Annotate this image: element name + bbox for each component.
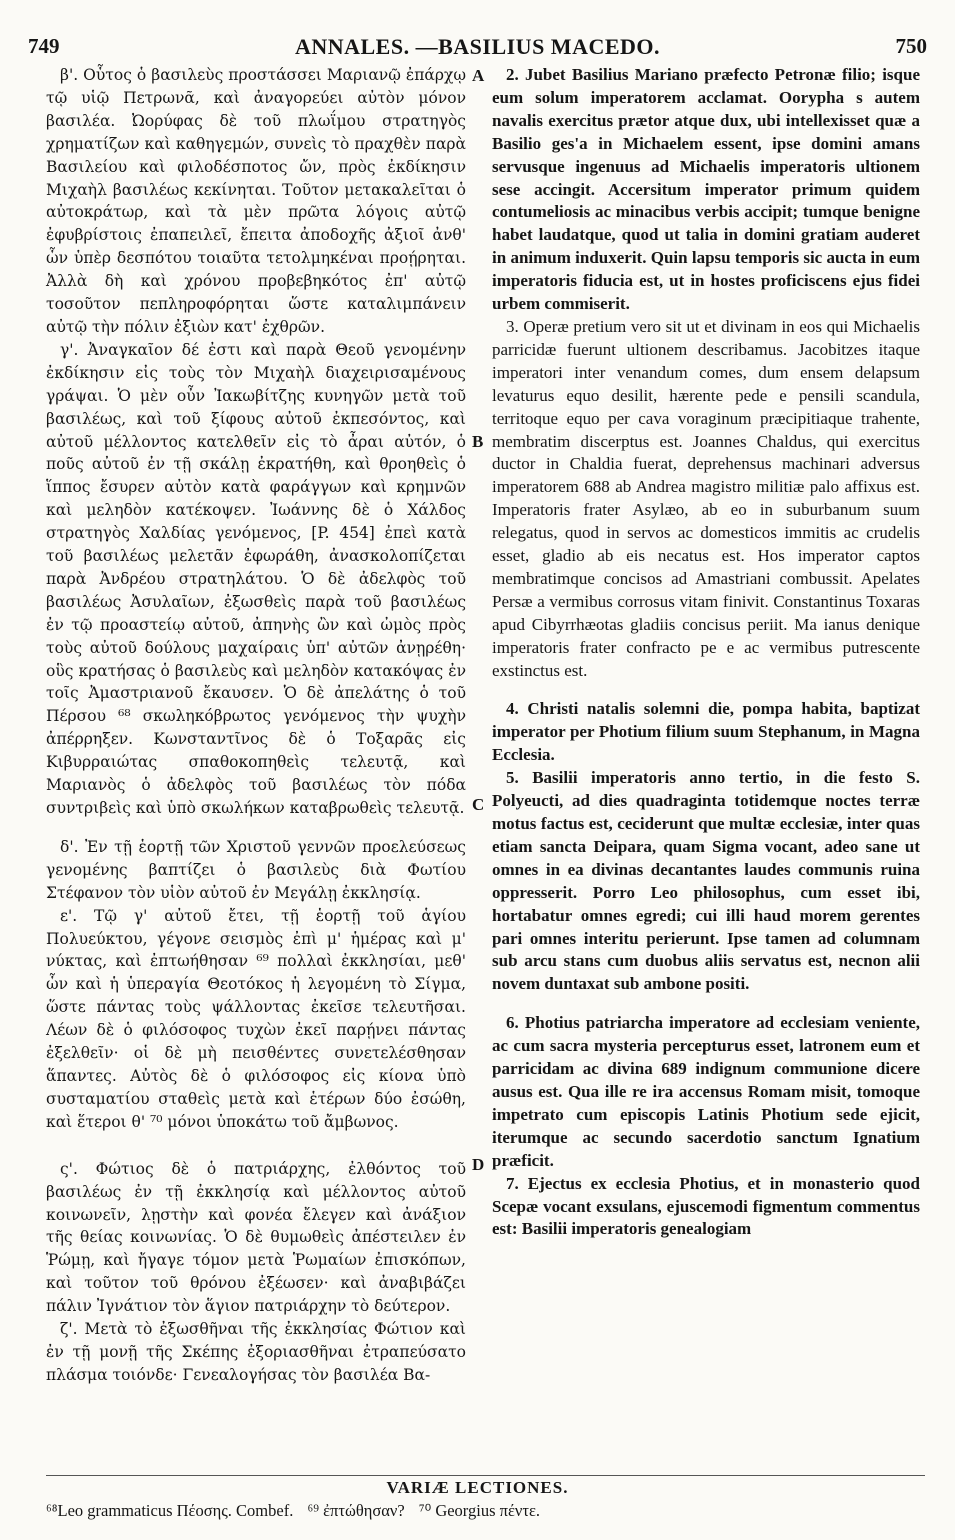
latin-paragraph: 4. Christi natalis solemni die, pompa habita, baptizat imperator per Photium filium suum Stephanum, in Magna Ecclesia.: [492, 699, 920, 765]
variae-lectiones-notes: [46, 1500, 925, 1522]
running-title: ANNALES. —BASILIUS MACEDO.: [294, 34, 661, 59]
latin-paragraph: 3. Operæ pretium vero sit ut et divinam in eos qui Michaelis parricidæ fuerunt ultionem describamus. Jacobitzes itaque imperatori inter venandum comes, dum ensem delapsum levaturus equo desilit, hærente pede e pensili scandula, territoque equo per cava voraginum præcipitiaque trahente, membratim discerptus est. Joannes Chaldus, qui exercitus ductor in Chaldia fuerat, deprehensus machinari adversus imperatorem 688 ab Andrea magistro militiæ palo affixus est. Imperatoris frater Asylæo, ab eo in suburbanum suum relegatus, quod in servos ac domesticos immitis ac crudelis esset, gladio ab eis necatus est. Hos imperator captos membratimque concisos ad Amastriani combussit. Apelates Persæ a vermibus corrosus vitam finivit. Constantinus Toxaras apud Cibyrrhæotas gladiis concisus periit. Ma ianus denique imperatoris frater confracto pe e ac vermibus putrescente exstinctus est.: [492, 316, 920, 680]
variant-note: ⁷⁰ Georgius πέντε.: [418, 1501, 541, 1520]
latin-column: [492, 64, 920, 1241]
margin-mark-d: D: [472, 1155, 485, 1174]
greek-paragraph: ς'. Φώτιος δὲ ὁ πατριάρχης, ἐλθόντος τοῦ βασιλέως ἐν τῇ ἐκκλησίᾳ καὶ μέλλοντος αὐτοῦ κοινωνεῖν, λῃστὴν καὶ φονέα ἔλεγεν καὶ ἀνάξιον τῆς θείας κοινωνίας. Ὁ δὲ θυμωθεὶς ἀπέστειλεν ἐν Ῥώμῃ, καὶ ἤγαγε τόμον μετὰ Ῥωμαίων ἐπισκόπων, καὶ τοῦτον τοῦ θρόνου ἐξέωσεν· καὶ ἀναβιβάζει πάλιν Ἰγνάτιον τὸν ἅγιον πατριάρχην τὸ δεύτερον.: [46, 1159, 466, 1316]
variant-note: ⁶⁸Leo grammaticus Πέοσης. Combef.: [46, 1501, 294, 1520]
margin-mark-b: B: [472, 432, 484, 451]
margin-mark-c: C: [472, 795, 485, 814]
greek-paragraph: ζ'. Μετὰ τὸ ἐξωσθῆναι τῆς ἐκκλησίας Φώτιον καὶ ἐν τῇ μονῇ τῆς Σκέπης ἐξοριασθῆναι ἐτραπεύσατο πλάσμα τοιόνδε· Γενεαλογήσας τὸν βασιλέα Βα-: [46, 1320, 466, 1384]
variae-lectiones-heading: VARIÆ LECTIONES.: [386, 1478, 569, 1497]
page-number-right: 750: [895, 34, 927, 58]
latin-paragraph: 7. Ejectus ex ecclesia Photius, et in monasterio quod Scepæ vocant exsulans, ejuscemodi figmentum commentus est: Basilii imperatoris genealogiam: [492, 1173, 920, 1239]
page-number-left: 749: [28, 34, 60, 58]
latin-paragraph: 5. Basilii imperatoris anno tertio, in die festo S. Polyeucti, ad dies quadraginta totidemque noctes terræ motus factus est, ceciderunt que multæ ecclesiæ, inter quas etiam sancta Deipara, quam Sigma vocant, adeo sane ut omnes in ea divinas decantantes laudes communis ruina oppresserit. Porro Leo philosophus, cum esset ibi, hortabatur omnes egredi; cui illi haud morem gerentes pari omnes interitu perierunt. Ipse tamen ad columnam sub arcu stans cum duobus aliis servatus est, necnon alii novem duntaxat sub ambone positi.: [492, 768, 920, 994]
variant-note: ⁶⁹ ἐπτώθησαν?: [307, 1501, 405, 1520]
latin-paragraph: 6. Photius patriarcha imperatore ad ecclesiam veniente, ac cum sacra mysteria percepturus esset, latronem eum et parricidam ac divina 689 indignum communione dicere ausus est. Qua ille re ira accensus Romam misit, tomoque impetrato cum episcopis Latinis Photium sede ejicit, iterumque ac secundo sacerdotio sanctum Ignatium præficit.: [492, 1013, 920, 1170]
greek-column: [46, 64, 466, 1387]
margin-mark-a: A: [472, 66, 485, 85]
footnote-rule: [46, 1475, 925, 1476]
greek-paragraph: δ'. Ἐν τῇ ἑορτῇ τῶν Χριστοῦ γεννῶν προελεύσεως γενομένης βαπτίζει ὁ βασιλεὺς διὰ Φωτίου Στέφανον τὸν υἱὸν αὐτοῦ ἐν Μεγάλῃ ἐκκλησίᾳ.: [46, 837, 466, 902]
running-header: [22, 34, 933, 60]
greek-paragraph: ε'. Τῷ γ' αὐτοῦ ἔτει, τῇ ἑορτῇ τοῦ ἁγίου Πολυεύκτου, γέγονε σεισμὸς ἐπὶ μ' ἡμέρας καὶ μ' νύκτας, καὶ ἐπτωήθησαν ⁶⁹ πολλαὶ ἐκκλησίαι, μεθ' ὧν καὶ ἡ ὑπεραγία Θεοτόκος ἡ λεγομένη τὸ Σίγμα, ὥστε πάντας τοὺς ψάλλοντας ἐκεῖσε τελευτῆσαι. Λέων δὲ ὁ φιλόσοφος τυχὼν ἐκεῖ παρῄνει πάντας ἐξελθεῖν· οἱ δὲ μὴ πεισθέντες συνετελέσθησαν ἅπαντες. Αὐτὸς δὲ ὁ φιλόσοφος εἰς κίονα ὑπὸ συσταματίου σταθεὶς μετὰ καὶ ἑτέρων δύο ἐσώθη, καὶ ἕτεροι θ' ⁷⁰ μόνοι ὑποκάτω τοῦ ἄμβωνος.: [46, 906, 466, 1131]
greek-paragraph: γ'. Ἀναγκαῖον δέ ἐστι καὶ παρὰ Θεοῦ γενομένην ἐκδίκησιν εἰς τοὺς τὸν Μιχαὴλ διαχειρισαμένους γράψαι. Ὁ μὲν οὖν Ἰακωβίτζης κυνηγῶν μετὰ τοῦ βασιλέως, καὶ τοῦ ξίφους αὐτοῦ ἐκπεσόντος, καὶ αὐτοῦ μέλλοντος κατελθεῖν εἰς τὸ ἆραι αὐτόν, ὁ ποῦς αὐτοῦ ἐν τῇ σκάλῃ ἐκρατήθη, καὶ θροηθεὶς ὁ ἵππος ἔσυρεν αὐτὸν κατὰ φαράγγων καὶ κρημνῶν καὶ μεληδὸν κατέκοψεν. Ἰωάννης δὲ ὁ Χάλδος στρατηγὸς Χαλδίας γενόμενος, [P. 454] ἐπεὶ κατὰ τοῦ βασιλέως μελετᾶν ἐφωράθη, ἀνασκολοπίζεται παρὰ Ἀνδρέου στρατηλάτου. Ὁ δὲ ἀδελφὸς τοῦ βασιλέως Ἀσυλαῖων, ἐξωσθεὶς παρὰ τοῦ βασιλέως ἐν τῷ προαστείῳ αὐτοῦ, ἀπηνὴς ὢν καὶ ὠμὸς πρὸς τοὺς αὐτοῦ δούλους μαχαίραις ὑπ' αὐτῶν ἀνῃρέθη· οὓς κρατήσας ὁ βασιλεὺς καὶ μεληδὸν κατακόψας ἐν τοῖς Ἀμαστριανοῦ ἔκαυσεν. Ὁ δὲ ἀπελάτης ὁ τοῦ Πέρσου ⁶⁸ σκωληκόβρωτος γενόμενος τὴν ψυχὴν ἀπέρρηξεν. Κωνσταντῖνος δὲ ὁ Τοξαρᾶς εἰς Κιβυρραιώτας σπαθοκοπηθεὶς τελευτᾷ, καὶ Μαριανὸς ὁ ἀδελφὸς τοῦ βασιλέως τὸν πόδα συντριβεὶς καὶ ὑπὸ σκωλήκων καταβρωθεὶς τελευτᾷ.: [46, 340, 466, 817]
greek-paragraph: β'. Οὗτος ὁ βασιλεὺς προστάσσει Μαριανῷ ἐπάρχῳ τῷ υἱῷ Πετρωνᾶ, καὶ ἀναγορεύει αὐτὸν μόνον βασιλέα. Ὠορύφας δὲ τοῦ πλωΐμου στρατηγὸς χρηματίζων καὶ καθηγεμών, συνεὶς τὸ πραχθὲν παρὰ Βασιλείου καὶ φιλοδέσποτος ὤν, πρὸς ἐκδίκησιν Μιχαὴλ βασιλέως κεκίνηται. Τοῦτον μετακαλεῖται ὁ αὐτοκράτωρ, καὶ τὰ μὲν πρῶτα λόγοις αὐτῷ ἐφυβρίστοις ἐπαπειλεῖ, ἔπειτα ἀποδοχῆς ἀξιοῖ ἀνθ' ὧν ὑπὲρ δεσπότου τοιαῦτα τετολμηκέναι προῄρηται. Ἀλλὰ δὴ καὶ χρόνου προβεβηκότος ἐπ' αὐτῷ τοσοῦτον πεπληροφόρηται ὥστε καταλιμπάνειν αὐτῷ τὴν πόλιν ἐξιὼν κατ' ἐχθρῶν.: [46, 66, 466, 336]
latin-paragraph: 2. Jubet Basilius Mariano præfecto Petronæ filio; isque eum solum imperatorem acclamat. Oorypha s autem navalis exercitus prætor atque dux, ubi intellexisset quæ a Basilio ges'a in Michaelem essent, ipse domini amans servusque ingenuus ad Michaelis imperatoris ultionem sese accingit. Accersitum imperator primum quidem contumeliosis ac minacibus verbis accipit; tumque benigne habet laudatque, quod ut talia in domini gratiam auderet in animum induxerit. Quin lapsu temporis sic aucta in eum imperatoris fiducia est, ut in hostes proficiscens ejus fidei urbem commiserit.: [492, 65, 920, 314]
